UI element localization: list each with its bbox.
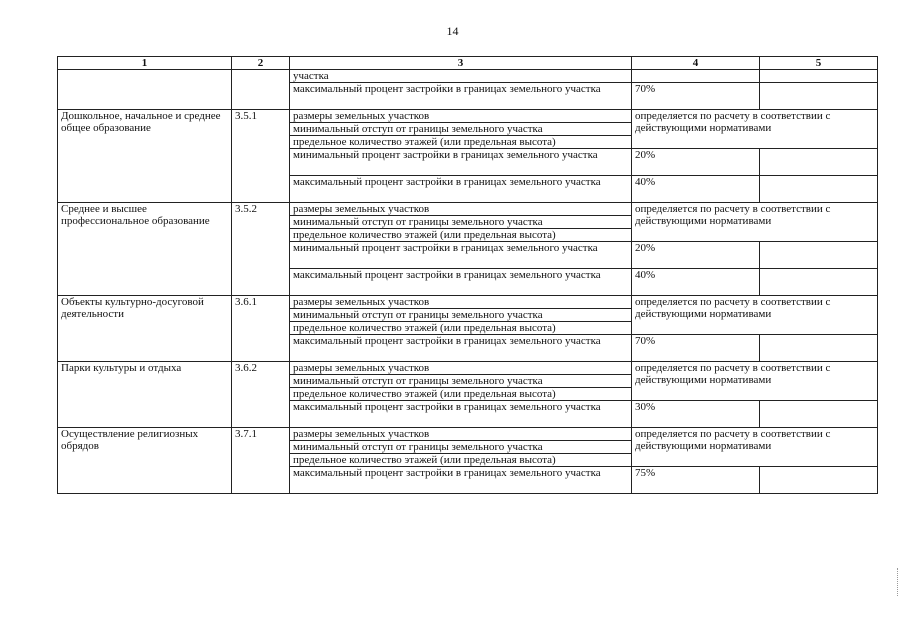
use-code-cell xyxy=(232,70,290,110)
header-col-3: 3 xyxy=(290,57,632,70)
note-cell xyxy=(760,83,878,110)
table-row xyxy=(58,362,878,375)
header-col-1: 1 xyxy=(58,57,232,70)
use-name-cell xyxy=(58,70,232,110)
use-name-cell: Среднее и высшее профессиональное образование xyxy=(58,203,232,296)
param-cell: максимальный процент застройки в границах земельного участка xyxy=(290,401,632,428)
param-cell: максимальный процент застройки в границах земельного участка xyxy=(290,269,632,296)
param-cell: максимальный процент застройки в границах земельного участка xyxy=(290,335,632,362)
param-cell: минимальный отступ от границы земельного участка xyxy=(290,216,632,229)
scan-edge-mark xyxy=(897,568,902,596)
table-row xyxy=(58,203,878,216)
use-name-cell: Дошкольное, начальное и среднее общее образование xyxy=(58,110,232,203)
calc-value-cell: определяется по расчету в соответствии с действующими нормативами xyxy=(632,296,878,335)
param-cell: предельное количество этажей (или предельная высота) xyxy=(290,136,632,149)
param-cell: максимальный процент застройки в границах земельного участка xyxy=(290,467,632,494)
table-row xyxy=(58,428,878,441)
use-code-cell: 3.6.1 xyxy=(232,296,290,362)
land-use-table xyxy=(57,56,878,494)
use-code-cell: 3.7.1 xyxy=(232,428,290,494)
note-cell xyxy=(760,335,878,362)
value-cell: 40% xyxy=(632,176,760,203)
use-name-cell: Объекты культурно-досуговой деятельности xyxy=(58,296,232,362)
calc-value-cell: определяется по расчету в соответствии с действующими нормативами xyxy=(632,362,878,401)
use-code-cell: 3.6.2 xyxy=(232,362,290,428)
param-cell: максимальный процент застройки в границах земельного участка xyxy=(290,176,632,203)
note-cell xyxy=(760,401,878,428)
param-cell: минимальный отступ от границы земельного участка xyxy=(290,123,632,136)
header-col-2: 2 xyxy=(232,57,290,70)
note-cell xyxy=(760,269,878,296)
header-col-5: 5 xyxy=(760,57,878,70)
param-cell: размеры земельных участков xyxy=(290,203,632,216)
value-cell xyxy=(632,70,760,83)
value-cell: 20% xyxy=(632,149,760,176)
value-cell: 70% xyxy=(632,83,760,110)
table-row xyxy=(58,296,878,309)
note-cell xyxy=(760,242,878,269)
param-cell: предельное количество этажей (или предельная высота) xyxy=(290,388,632,401)
value-cell: 30% xyxy=(632,401,760,428)
param-cell: размеры земельных участков xyxy=(290,428,632,441)
value-cell: 40% xyxy=(632,269,760,296)
note-cell xyxy=(760,467,878,494)
param-cell: участка xyxy=(290,70,632,83)
param-cell: размеры земельных участков xyxy=(290,110,632,123)
param-cell: минимальный отступ от границы земельного участка xyxy=(290,375,632,388)
note-cell xyxy=(760,149,878,176)
header-row xyxy=(58,57,878,70)
param-cell: минимальный отступ от границы земельного участка xyxy=(290,309,632,322)
value-cell: 70% xyxy=(632,335,760,362)
param-cell: максимальный процент застройки в границах земельного участка xyxy=(290,83,632,110)
calc-value-cell: определяется по расчету в соответствии с действующими нормативами xyxy=(632,428,878,467)
calc-value-cell: определяется по расчету в соответствии с действующими нормативами xyxy=(632,110,878,149)
param-cell: предельное количество этажей (или предельная высота) xyxy=(290,229,632,242)
param-cell: предельное количество этажей (или предельная высота) xyxy=(290,322,632,335)
param-cell: размеры земельных участков xyxy=(290,296,632,309)
param-cell: размеры земельных участков xyxy=(290,362,632,375)
param-cell: минимальный отступ от границы земельного участка xyxy=(290,441,632,454)
use-name-cell: Осуществление религиозных обрядов xyxy=(58,428,232,494)
calc-value-cell: определяется по расчету в соответствии с действующими нормативами xyxy=(632,203,878,242)
value-cell: 75% xyxy=(632,467,760,494)
use-code-cell: 3.5.2 xyxy=(232,203,290,296)
note-cell xyxy=(760,70,878,83)
table-row xyxy=(58,110,878,123)
page-number: 14 xyxy=(446,24,459,38)
header-col-4: 4 xyxy=(632,57,760,70)
param-cell: предельное количество этажей (или предельная высота) xyxy=(290,454,632,467)
table-row xyxy=(58,70,878,83)
param-cell: минимальный процент застройки в границах земельного участка xyxy=(290,242,632,269)
param-cell: минимальный процент застройки в границах земельного участка xyxy=(290,149,632,176)
use-code-cell: 3.5.1 xyxy=(232,110,290,203)
use-name-cell: Парки культуры и отдыха xyxy=(58,362,232,428)
value-cell: 20% xyxy=(632,242,760,269)
note-cell xyxy=(760,176,878,203)
